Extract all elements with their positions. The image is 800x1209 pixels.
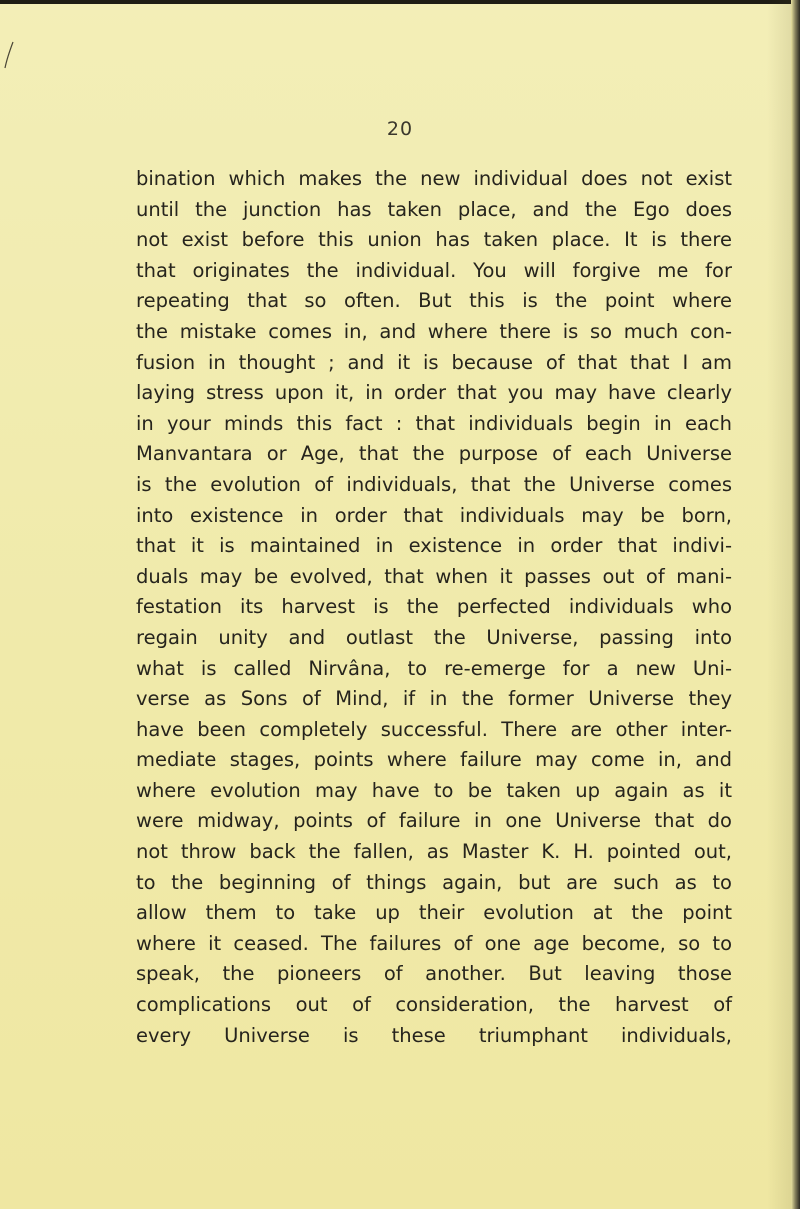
text-line: not exist before this union has taken place. It is there bbox=[136, 228, 732, 252]
text-line: verse as Sons of Mind, if in the former Universe they bbox=[136, 687, 732, 711]
text-line: is the evolution of individuals, that the Universe comes bbox=[136, 472, 732, 496]
text-line: that it is maintained in existence in order that indivi- bbox=[136, 534, 732, 558]
text-line: in your minds this fact : that individuals begin in each bbox=[136, 411, 732, 435]
text-line: allow them to take up their evolution at the point bbox=[136, 901, 732, 925]
text-line: complications out of consideration, the harvest of bbox=[136, 993, 732, 1017]
text-line: festation its harvest is the perfected individuals who bbox=[136, 595, 732, 619]
text-line: where evolution may have to be taken up again as it bbox=[136, 778, 732, 802]
text-line: fusion in thought ; and it is because of that that I am bbox=[136, 350, 732, 374]
text-line: every Universe is these triumphant individuals, bbox=[136, 1023, 732, 1047]
text-line: regain unity and outlast the Universe, passing into bbox=[136, 625, 732, 649]
text-line: what is called Nirvâna, to re-emerge for a new Uni- bbox=[136, 656, 732, 680]
text-line: were midway, points of failure in one Universe that do bbox=[136, 809, 732, 833]
page-number: 20 bbox=[386, 118, 414, 140]
text-line: not throw back the fallen, as Master K. H. pointed out, bbox=[136, 840, 732, 864]
text-line: where it ceased. The failures of one age become, so to bbox=[136, 931, 732, 955]
text-line: duals may be evolved, that when it passes out of mani- bbox=[136, 564, 732, 588]
text-line: to the beginning of things again, but are such as to bbox=[136, 870, 732, 894]
text-line: repeating that so often. But this is the point where bbox=[136, 289, 732, 313]
text-line: have been completely successful. There are other inter- bbox=[136, 717, 732, 741]
text-line: laying stress upon it, in order that you may have clearly bbox=[136, 381, 732, 405]
text-line: bination which makes the new individual does not exist bbox=[136, 167, 732, 190]
text-line: until the junction has taken place, and the Ego does bbox=[136, 197, 732, 221]
text-line: Manvantara or Age, that the purpose of each Universe bbox=[136, 442, 732, 466]
gutter-shadow bbox=[767, 0, 791, 1209]
text-line: the mistake comes in, and where there is so much con- bbox=[136, 319, 732, 343]
text-line: mediate stages, points where failure may come in, and bbox=[136, 748, 732, 772]
text-line: speak, the pioneers of another. But leaving those bbox=[136, 962, 732, 986]
text-line: that originates the individual. You will forgive me for bbox=[136, 258, 732, 282]
top-page-edge bbox=[0, 0, 800, 4]
right-page-edge bbox=[791, 0, 800, 1209]
text-line: into existence in order that individuals may be born, bbox=[136, 503, 732, 527]
body-text bbox=[136, 164, 732, 1051]
pencil-mark bbox=[2, 40, 16, 70]
